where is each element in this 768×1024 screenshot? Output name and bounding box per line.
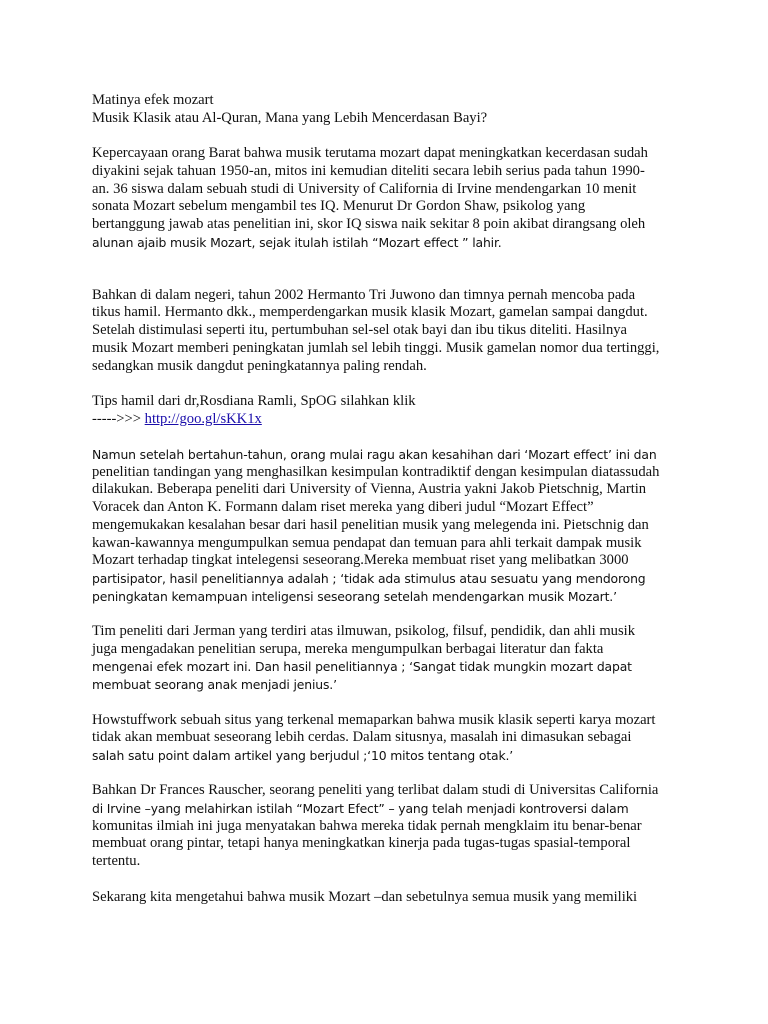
paragraph-line: tikus hamil. Hermanto dkk., memperdengarkan musik klasik Mozart, gamelan sampai dangdut. xyxy=(92,304,648,321)
document-page xyxy=(92,92,692,906)
paragraph-line: Kepercayaan orang Barat bahwa musik terutama mozart dapat meningkatkan kecerdasan sudah xyxy=(92,145,648,162)
tips-block xyxy=(92,393,692,428)
tips-text: Tips hamil dari dr,Rosdiana Ramli, SpOG silahkan klik xyxy=(92,392,416,409)
paragraph-line: Mozart terhadap tingkat intelegensi seseorang.Mereka membuat riset yang melibatkan 3000 xyxy=(92,552,629,569)
paragraph-4 xyxy=(92,623,692,694)
paragraph-line: Sekarang kita mengetahui bahwa musik Mozart –dan sebetulnya semua musik yang memiliki xyxy=(92,888,638,905)
tips-arrow: ----->>> xyxy=(92,410,145,427)
paragraph-line: bertanggung jawab atas penelitian ini, skor IQ siswa naik sekitar 8 poin akibat dirangsang oleh xyxy=(92,215,646,232)
paragraph-line: membuat seorang anak menjadi jenius.’ xyxy=(92,677,337,693)
paragraph-line: komunitas ilmiah ini juga menyatakan bahwa mereka tidak pernah mengklaim itu benar-benar xyxy=(92,817,642,834)
paragraph-line: alunan ajaib musik Mozart, sejak itulah istilah “Mozart effect ” lahir. xyxy=(92,234,502,250)
document-subtitle: Musik Klasik atau Al-Quran, Mana yang Lebih Mencerdasan Bayi? xyxy=(92,109,488,126)
paragraph-line: kawan-kawannya mengumpulkan semua pendapat dan temuan para ahli terkait dampak musik xyxy=(92,534,642,551)
paragraph-line: sedangkan musik dangdut peningkatannya paling rendah. xyxy=(92,357,427,374)
paragraph-line: tidak akan membuat seseorang lebih cerdas. Dalam situsnya, masalah ini dimasukan sebagai xyxy=(92,729,632,746)
paragraph-line: Voracek dan Anton K. Formann dalam riset mereka yang diberi judul “Mozart Effect” xyxy=(92,499,594,516)
paragraph-line: partisipator, hasil penelitiannya adalah ; ‘tidak ada stimulus atau sesuatu yang mendorong xyxy=(92,570,646,586)
tips-link-line xyxy=(92,411,692,429)
paragraph-line: diyakini sejak tahuan 1950-an, mitos ini kemudian diteliti secara lebih serius pada tahun 1990- xyxy=(92,162,645,179)
paragraph-line: juga mengadakan penelitian serupa, mereka mengumpulkan berbagai literatur dan fakta xyxy=(92,640,604,657)
paragraph-7 xyxy=(92,889,692,907)
paragraph-line: tertentu. xyxy=(92,853,141,870)
paragraph-line: peningkatan kemampuan inteligensi seseorang setelah mendengarkan musik Mozart.’ xyxy=(92,588,617,604)
paragraph-line: musik Mozart memberi peningkatan jumlah sel lebih tinggi. Musik gamelan nomor dua tertinggi, xyxy=(92,339,660,356)
paragraph-line: salah satu point dalam artikel yang berjudul ;‘10 mitos tentang otak.’ xyxy=(92,747,514,763)
paragraph-line: membuat orang pintar, tetapi hanya meningkatkan kinerja pada tugas-tugas spasial-temporal xyxy=(92,835,631,852)
paragraph-5 xyxy=(92,712,692,765)
paragraph-6 xyxy=(92,782,692,871)
tips-link[interactable]: http://goo.gl/sKK1x xyxy=(144,410,262,427)
paragraph-line: Setelah distimulasi seperti itu, pertumbuhan sel-sel otak bayi dan ibu tikus diteliti. Hasilnya xyxy=(92,322,628,339)
paragraph-line: mengemukakan kesalahan besar dari hasil penelitian musik yang melegenda ini. Pietschnig dan xyxy=(92,516,649,533)
paragraph-line: Howstuffwork sebuah situs yang terkenal memaparkan bahwa musik klasik seperti karya mozart xyxy=(92,711,656,728)
paragraph-line: mengenai efek mozart ini. Dan hasil penelitiannya ; ‘Sangat tidak mungkin mozart dapat xyxy=(92,659,632,675)
paragraph-line: an. 36 siswa dalam sebuah studi di University of California di Irvine mendengarkan 10 menit xyxy=(92,180,637,197)
paragraph-line: sonata Mozart sebelum mengambil tes IQ. Menurut Dr Gordon Shaw, psikolog yang xyxy=(92,198,586,215)
document-title: Matinya efek mozart xyxy=(92,92,214,108)
paragraph-line: di Irvine –yang melahirkan istilah “Mozart Efect” – yang telah menjadi kontroversi dalam xyxy=(92,801,629,817)
paragraph-line: penelitian tandingan yang menghasilkan kesimpulan kontradiktif dengan kesimpulan diatassudah xyxy=(92,463,660,480)
paragraph-line: Tim peneliti dari Jerman yang terdiri atas ilmuwan, psikolog, filsuf, pendidik, dan ahli musik xyxy=(92,623,635,640)
paragraph-line: dilakukan. Beberapa peneliti dari University of Vienna, Austria yakni Jakob Pietschnig, Martin xyxy=(92,481,647,498)
paragraph-line: Namun setelah bertahun-tahun, orang mulai ragu akan kesahihan dari ‘Mozart effect’ ini dan xyxy=(92,447,657,462)
paragraph-1 xyxy=(92,145,692,251)
paragraph-2 xyxy=(92,287,692,376)
paragraph-3 xyxy=(92,446,692,605)
paragraph-line: Bahkan Dr Frances Rauscher, seorang peneliti yang terlibat dalam studi di Universitas California xyxy=(92,782,659,799)
paragraph-line: Bahkan di dalam negeri, tahun 2002 Hermanto Tri Juwono dan timnya pernah mencoba pada xyxy=(92,286,636,303)
